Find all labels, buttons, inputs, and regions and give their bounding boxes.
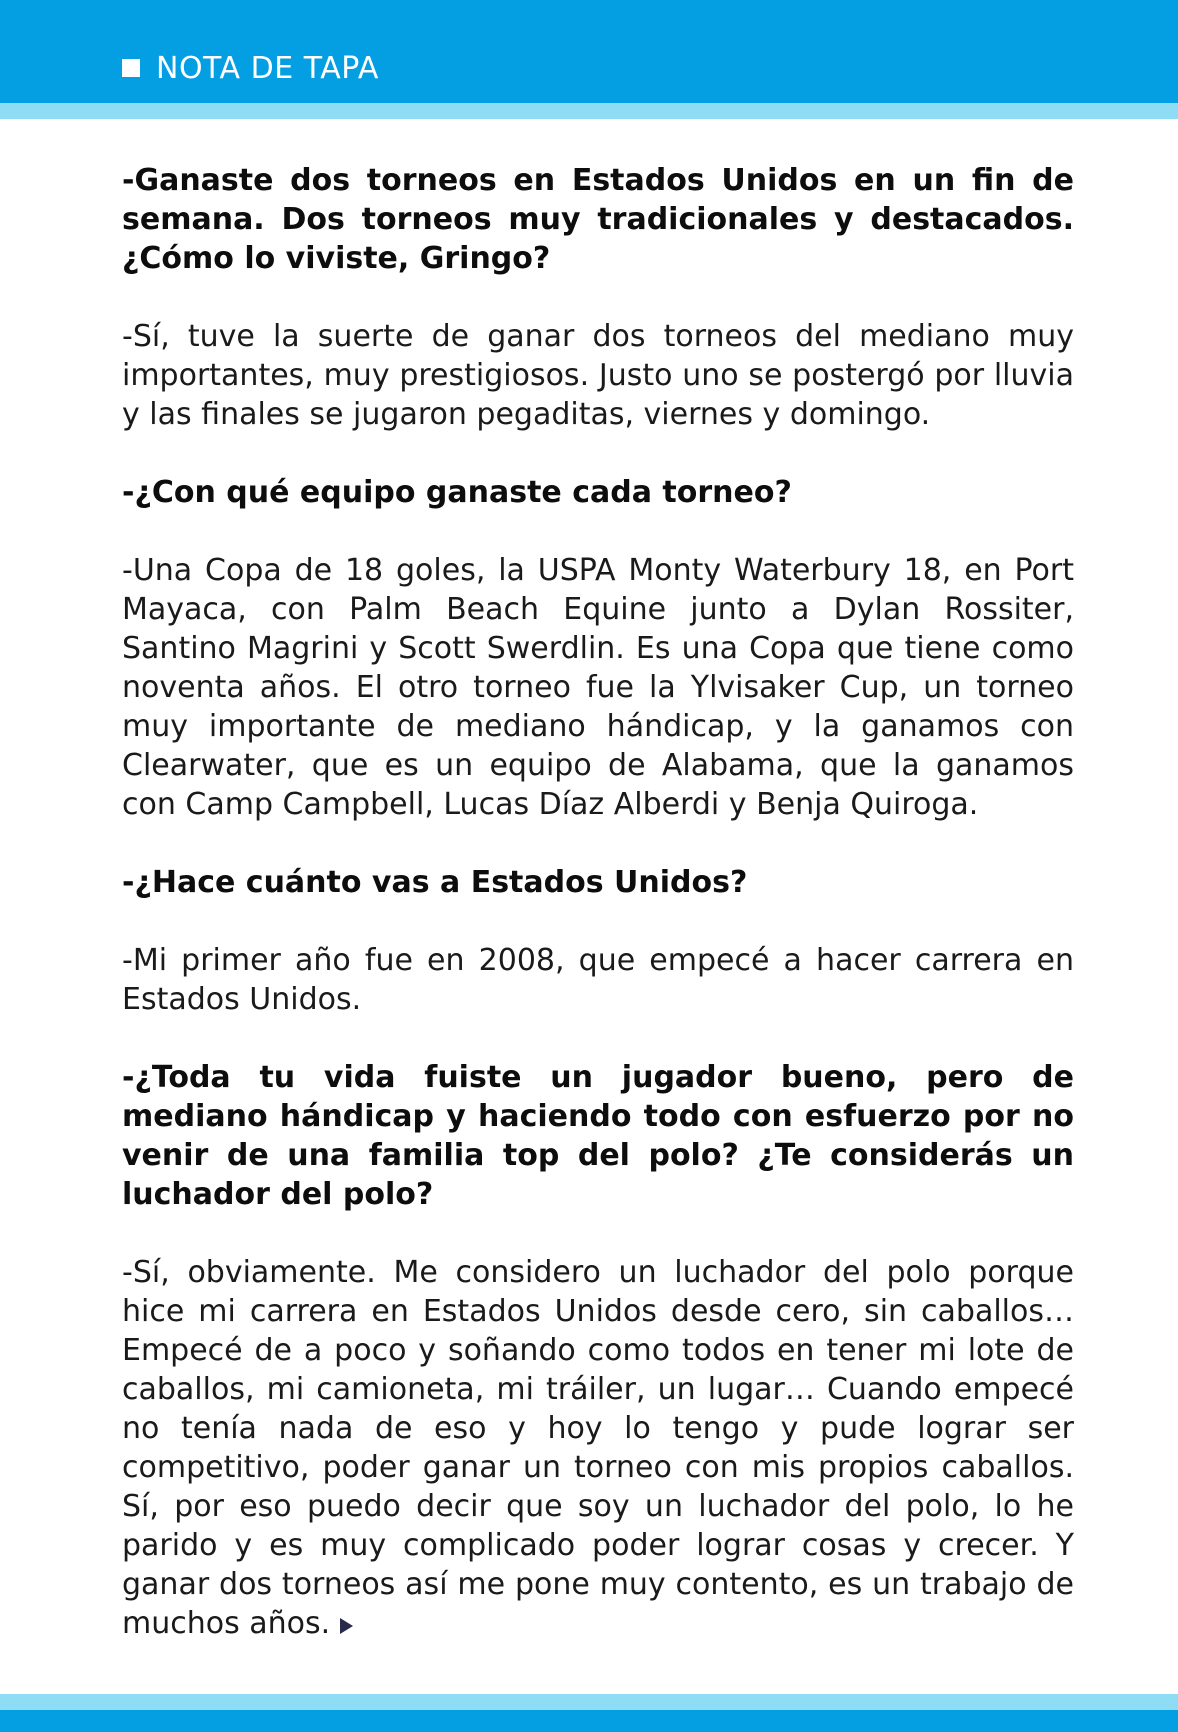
section-label — [122, 46, 379, 90]
footer-band — [0, 1710, 1178, 1732]
interview-answer-text: -Sí, obviamente. Me considero un luchador del polo porque hice mi carrera en Estados Unidos desde cero, sin caballos… Empecé de a poco y soñando como todos en tener mi lote de caballos, mi camioneta, mi tráiler, un lugar… Cuando empecé no tenía nada de eso y hoy lo tengo y pude lograr ser competitivo, poder ganar un torneo con mis propios caballos. Sí, por eso puedo decir que soy un luchador del polo, lo he parido y es muy complicado poder lograr cosas y crecer. Y ganar dos torneos así me pone muy contento, es un trabajo de muchos años. — [122, 1255, 1074, 1641]
end-of-article-arrow-icon — [340, 1618, 353, 1634]
interview-question: -¿Con qué equipo ganaste cada torneo? — [122, 475, 792, 510]
square-bullet-icon — [122, 59, 140, 77]
interview-answer: -Mi primer año fue en 2008, que empecé a hacer carrera en Estados Unidos. — [122, 943, 1074, 1017]
interview-question: -¿Hace cuánto vas a Estados Unidos? — [122, 865, 748, 900]
interview-question: -Ganaste dos torneos en Estados Unidos en un fin de semana. Dos torneos muy tradicionales y destacados. ¿Cómo lo viviste, Gringo? — [122, 163, 1074, 276]
section-label-text: NOTA DE TAPA — [156, 50, 379, 86]
interview-answer-final — [122, 1253, 1074, 1643]
header-stripe — [0, 103, 1178, 119]
footer-stripe — [0, 1694, 1178, 1710]
interview-question: -¿Toda tu vida fuiste un jugador bueno, pero de mediano hándicap y haciendo todo con esfuerzo por no venir de una familia top del polo? ¿Te considerás un luchador del polo? — [122, 1060, 1074, 1212]
interview-body — [122, 161, 1074, 1643]
interview-answer: -Una Copa de 18 goles, la USPA Monty Waterbury 18, en Port Mayaca, con Palm Beach Equine junto a Dylan Rossiter, Santino Magrini y Scott Swerdlin. Es una Copa que tiene como noventa años. El otro torneo fue la Ylvisaker Cup, un torneo muy importante de mediano hándicap, y la ganamos con Clearwater, que es un equipo de Alabama, que la ganamos con Camp Campbell, Lucas Díaz Alberdi y Benja Quiroga. — [122, 553, 1074, 822]
interview-answer: -Sí, tuve la suerte de ganar dos torneos del mediano muy importantes, muy prestigiosos. Justo uno se postergó por lluvia y las finales se jugaron pegaditas, viernes y domingo. — [122, 319, 1074, 432]
